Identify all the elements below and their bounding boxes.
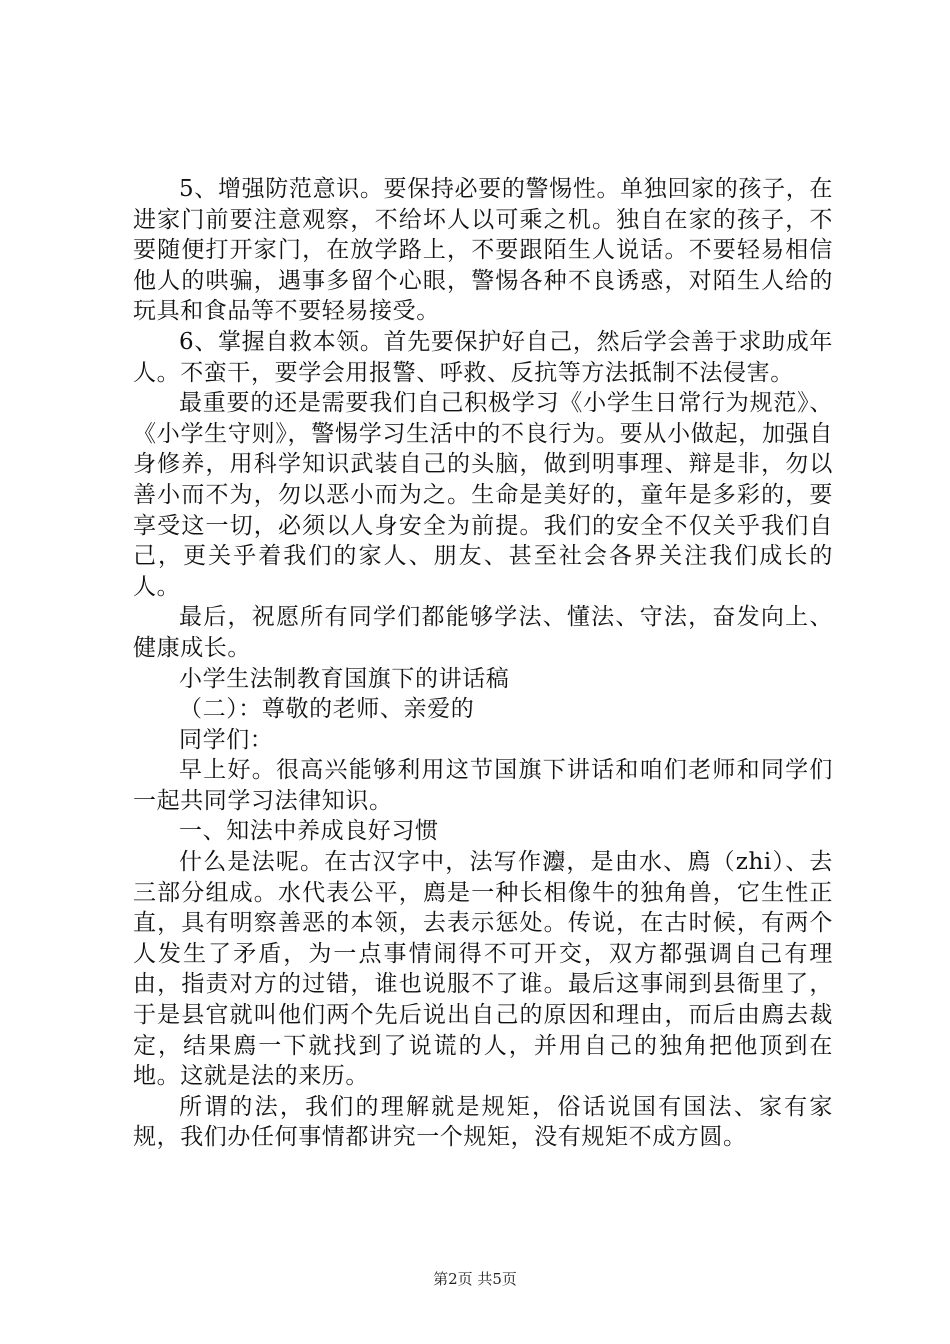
greeting-line: （二）：尊敬的老师、亲爱的 xyxy=(179,696,475,723)
paragraph-self-rescue: 6、掌握自救本领。首先要保护好自己，然后学会善于求助成年人。不蛮干，要学会用报警、呼救、反抗等方法抵制不法侵害。 xyxy=(133,328,833,386)
heading-know-law: 一、知法中养成良好习惯 xyxy=(179,818,439,845)
document-body xyxy=(133,174,833,1153)
paragraph-safety-awareness: 5、增强防范意识。要保持必要的警惕性。单独回家的孩子，在进家门前要注意观察，不给坏人以可乘之机。独自在家的孩子，不要随便打开家门，在放学路上，不要跟陌生人说话。不要轻易相信他人的哄骗，遇事多留个心眼，警惕各种不良诱惑，对陌生人给的玩具和食品等不要轻易接受。 xyxy=(133,176,833,325)
greeting-students: 同学们： xyxy=(179,726,274,753)
page-footer: 第2页 共5页 xyxy=(433,1270,517,1288)
paragraph-good-morning: 早上好。很高兴能够利用这节国旗下讲话和咱们老师和同学们一起共同学习法律知识。 xyxy=(133,757,833,814)
paragraph-law-rules: 所谓的法，我们的理解就是规矩，俗话说国有国法、家有家规，我们办任何事情都讲究一个规矩，没有规矩不成方圆。 xyxy=(133,1093,833,1151)
paragraph-most-important: 最重要的还是需要我们自己积极学习《小学生日常行为规范》、《小学生守则》，警惕学习生活中的不良行为。要从小做起，加强自身修养，用科学知识武装自己的头脑，做到明事理、辩是非，勿以善小而不为，勿以恶小而为之。生命是美好的，童年是多彩的，要享受这一切，必须以人身安全为前提。我们的安全不仅关乎我们自己，更关乎着我们的家人、朋友、甚至社会各界关注我们成长的人。 xyxy=(133,390,833,600)
paragraph-law-origin: 什么是法呢。在古汉字中，法写作灋，是由水、廌（zhi）、去三部分组成。水代表公平，廌是一种长相像牛的独角兽，它生性正直，具有明察善恶的本领，去表示惩处。传说，在古时候，有两个人发生了矛盾，为一点事情闹得不可开交，双方都强调自己有理由，指责对方的过错，谁也说服不了谁。最后这事闹到县衙里了，于是县官就叫他们两个先后说出自己的原因和理由，而后由廌去裁定，结果廌一下就找到了说谎的人，并用自己的独角把他顶到在地。这就是法的来历。 xyxy=(133,849,833,1090)
section-title: 小学生法制教育国旗下的讲话稿 xyxy=(179,665,510,692)
paragraph-final-wishes: 最后，祝愿所有同学们都能够学法、懂法、守法，奋发向上、健康成长。 xyxy=(133,604,833,661)
